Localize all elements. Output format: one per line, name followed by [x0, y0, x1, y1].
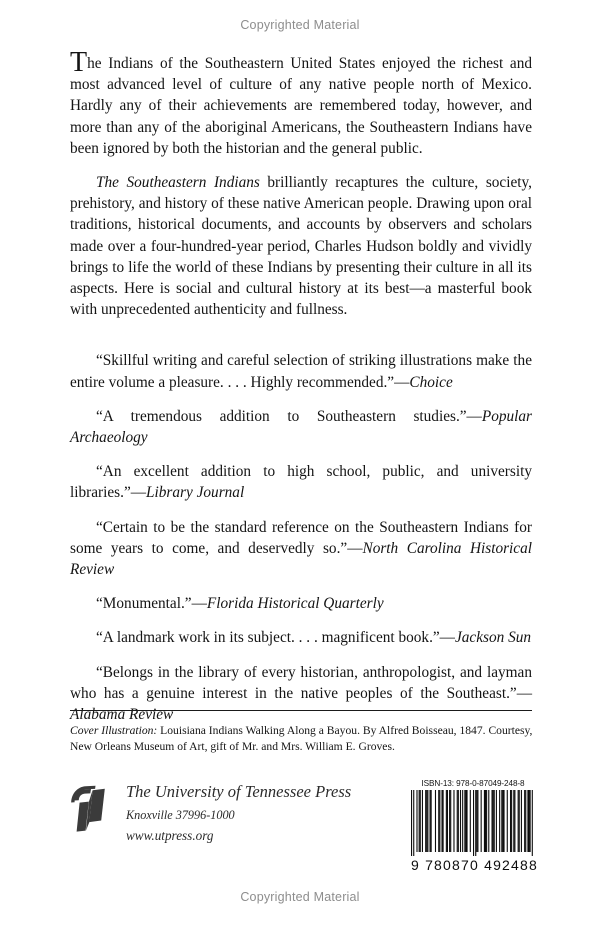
review-quote-text: “Monumental.”— — [96, 595, 207, 613]
publisher-name: The University of Tennessee Press — [126, 782, 352, 801]
horizontal-divider — [70, 710, 532, 711]
barcode-block — [411, 779, 538, 873]
review-quote — [70, 593, 532, 614]
cover-illustration-text: Louisiana Indians Walking Along a Bayou. By Alfred Boisseau, 1847. Courtesy, New Orleans Museum of Art, gift of Mr. and Mrs. William E. Groves. — [70, 724, 533, 753]
publisher-website[interactable]: www.utpress.org — [126, 828, 214, 843]
drop-cap-letter: T — [70, 47, 88, 78]
book-title: The Southeastern Indians — [96, 174, 260, 192]
description-paragraph-1-text: he Indians of the Southeastern United States enjoyed the richest and most advanced level of culture of any native people north of Mexico. Hardly any of their achievements are remembered today, however, and more than any of the aboriginal Americans, the Southeastern Indians have been ignored by both the historian and the general public. — [70, 55, 532, 157]
review-quote-source: Library Journal — [146, 484, 245, 502]
review-quote-text: “Belongs in the library of every historian, anthropologist, and layman who has a genuine interest in the native peoples of the Southeast.”— — [70, 663, 532, 702]
review-quote — [70, 350, 532, 392]
review-quote-source: Choice — [409, 373, 453, 391]
review-quote — [70, 517, 532, 581]
isbn-label: ISBN-13: 978-0-87049-248-8 — [421, 779, 525, 788]
review-quote — [70, 627, 532, 648]
ean13-barcode — [411, 790, 535, 856]
review-quote-source: Florida Historical Quarterly — [206, 595, 384, 613]
review-quote — [70, 406, 532, 448]
review-quote-text: “An excellent addition to high school, public, and university libraries.”— — [70, 463, 532, 502]
review-quote — [70, 461, 532, 503]
cover-illustration-credit — [70, 723, 538, 754]
review-quote-source: North Carolina Historical Review — [70, 539, 532, 579]
description-paragraph-2-text: brilliantly recaptures the culture, society, prehistory, and history of these native American people. Drawing upon oral traditions, historical documents, and accounts by observers and scholars made over a four-hundred-year period, Charles Hudson boldly and vividly brings to life the world of these Indians by presenting their culture in all its aspects. Here is social and cultural history at its best—a masterful book with unprecedented authenticity and fullness. — [70, 174, 532, 319]
review-quote-source: Popular Archaeology — [70, 407, 532, 447]
review-quote-source: Jackson Sun — [454, 629, 532, 647]
review-quote-text: “Certain to be the standard reference on the Southeastern Indians for some years to come, and deservedly so.”— — [70, 518, 532, 557]
review-quote-text: “A tremendous addition to Southeastern studies.”— — [96, 407, 482, 425]
review-quotes-list — [70, 350, 532, 725]
review-quote-source: Alabama Review — [70, 706, 174, 724]
description-paragraph-2 — [70, 172, 532, 320]
publisher-block — [68, 780, 351, 845]
imprint-lines — [126, 780, 351, 845]
description-paragraph-1 — [70, 47, 532, 159]
copyright-watermark-top: Copyrighted Material — [240, 18, 360, 32]
review-quote — [70, 662, 532, 726]
back-cover-copy — [70, 47, 532, 725]
review-quote-text: “Skillful writing and careful selection of striking illustrations make the entire volume a pleasure. . . . Highly recommended.”— — [70, 352, 532, 391]
open-book-icon — [68, 780, 112, 834]
barcode-digits: 9 780870 492488 — [411, 857, 538, 873]
cover-illustration-label: Cover Illustration: — [70, 724, 158, 737]
review-quote-text: “A landmark work in its subject. . . . magnificent book.”— — [96, 629, 455, 647]
copyright-watermark-bottom: Copyrighted Material — [240, 890, 360, 904]
publisher-address: Knoxville 37996-1000 — [126, 808, 235, 822]
